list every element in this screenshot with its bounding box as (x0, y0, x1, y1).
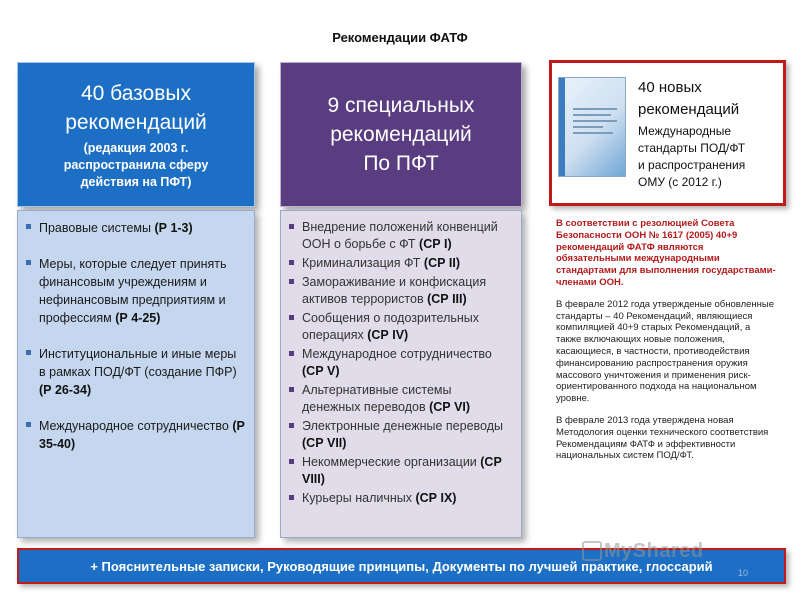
basic-note (64, 140, 209, 191)
item-text: Международное сотрудничество (302, 347, 492, 361)
item-code: (СР VI) (429, 400, 471, 414)
right-column-text (556, 218, 778, 462)
item-code: (Р 4-25) (115, 311, 161, 325)
item-text: Замораживание и конфискация активов террористов (302, 275, 487, 306)
book-text-line (573, 108, 617, 110)
special-heading-line3: По ПФТ (363, 152, 439, 175)
list-item (26, 417, 246, 453)
basic-note-line1: (редакция 2003 г. (83, 140, 189, 155)
book-text-line (573, 120, 617, 122)
new-sub-line4: ОМУ (с 2012 г.) (638, 175, 722, 189)
special-recommendations-header (280, 62, 522, 207)
basic-note-line2: распространила сферу (63, 157, 209, 172)
list-item (289, 418, 513, 452)
special-heading-line1: 9 специальных (327, 94, 475, 117)
book-text-line (573, 132, 613, 134)
list-item (289, 219, 513, 253)
slide-title: Рекомендации ФАТФ (332, 30, 468, 45)
new-title-line1: 40 новых (638, 79, 702, 96)
list-item (289, 346, 513, 380)
item-text: Международное сотрудничество (39, 419, 233, 433)
fatf-book-cover-image (558, 77, 626, 177)
item-code: (СР II) (423, 256, 461, 270)
item-text: Меры, которые следует принять финансовым учреждениям и нефинансовым предприятиям и профессиям (39, 257, 227, 325)
item-text: Внедрение положений конвенций ООН о борьбе с ФТ (302, 220, 498, 251)
new-subtitle (638, 123, 783, 191)
new-title-line2: рекомендаций (638, 101, 740, 118)
item-code: (Р 1-3) (154, 221, 193, 235)
item-code: (СР V) (302, 364, 340, 378)
book-spine (559, 78, 565, 176)
footer-bar: + Пояснительные записки, Руководящие принципы, Документы по лучшей практике, глоссарий (17, 548, 786, 584)
special-recommendations-list-box (280, 210, 522, 538)
list-item (289, 454, 513, 488)
un-resolution-paragraph: В соответствии с резолюцией Совета Безопасности ООН № 1617 (2005) 40+9 рекомендаций ФАТФ являются обязательными международными стандартами для выполнения государствами-членами ООН. (556, 218, 776, 288)
special-recommendations-list (289, 219, 513, 507)
list-item (289, 274, 513, 308)
basic-heading-line1: 40 базовых (80, 81, 191, 105)
list-item (289, 490, 513, 507)
watermark-logo-icon (582, 541, 602, 561)
item-text: Сообщения о подозрительных операциях (302, 311, 480, 342)
new-sub-line3: и распространения (638, 158, 746, 172)
list-item (26, 219, 246, 237)
item-code: (СР IV) (367, 328, 409, 342)
basic-recommendations-list (26, 219, 246, 453)
new-recommendations-header (549, 60, 786, 206)
list-item (26, 255, 246, 327)
item-text: Альтернативные системы денежных переводов (302, 383, 452, 414)
item-text: Некоммерческие организации (302, 455, 481, 469)
item-code: (СР VII) (302, 436, 347, 450)
book-text-line (573, 114, 611, 116)
item-text: Институциональные и иные меры в рамках ПОД/ФТ (создание ПФР) (39, 347, 237, 379)
basic-recommendations-header (17, 62, 255, 207)
watermark-text: MyShared (604, 540, 704, 562)
item-code: (СР IX) (415, 491, 457, 505)
special-heading-line2: рекомендаций (330, 123, 472, 146)
basic-recommendations-list-box (17, 210, 255, 538)
item-code: (СР VIII) (302, 455, 502, 486)
list-item (26, 345, 246, 399)
standards-2012-paragraph: В феврале 2012 года утвержденые обновленные стандарты – 40 Рекомендаций, являющиеся компиляцией 40+9 старых Рекомендаций, а также включающих новые положения, касающиеся, в частности, противодействия финансированию распространения оружия массового уничтожения и применения риск-ориентированного подхода на национальном уровне. (556, 298, 775, 405)
list-item (289, 382, 513, 416)
basic-note-line3: действия на ПФТ) (80, 174, 192, 189)
page-number: 10 (738, 568, 749, 578)
item-code: (Р 35-40) (39, 419, 245, 451)
book-text-line (573, 126, 603, 128)
list-item (289, 310, 513, 344)
new-sub-line1: Международные (638, 124, 732, 138)
item-code: (Р 26-34) (39, 383, 92, 397)
item-text: Курьеры наличных (302, 491, 416, 505)
new-sub-line2: стандарты ПОД/ФТ (638, 141, 746, 155)
item-text: Криминализация ФТ (302, 256, 424, 270)
basic-heading-line2: рекомендаций (65, 110, 207, 134)
item-text: Правовые системы (39, 221, 155, 235)
item-code: (СР III) (427, 292, 467, 306)
item-code: (СР I) (419, 237, 452, 251)
methodology-2013-paragraph: В феврале 2013 года утверждена новая Методология оценки технического соответствия Рекомендациям ФАТФ и эффективности национальных систем ПОД/ФТ. (556, 414, 769, 462)
list-item (289, 255, 513, 272)
item-text: Электронные денежные переводы (302, 419, 503, 433)
new-title (638, 77, 783, 121)
